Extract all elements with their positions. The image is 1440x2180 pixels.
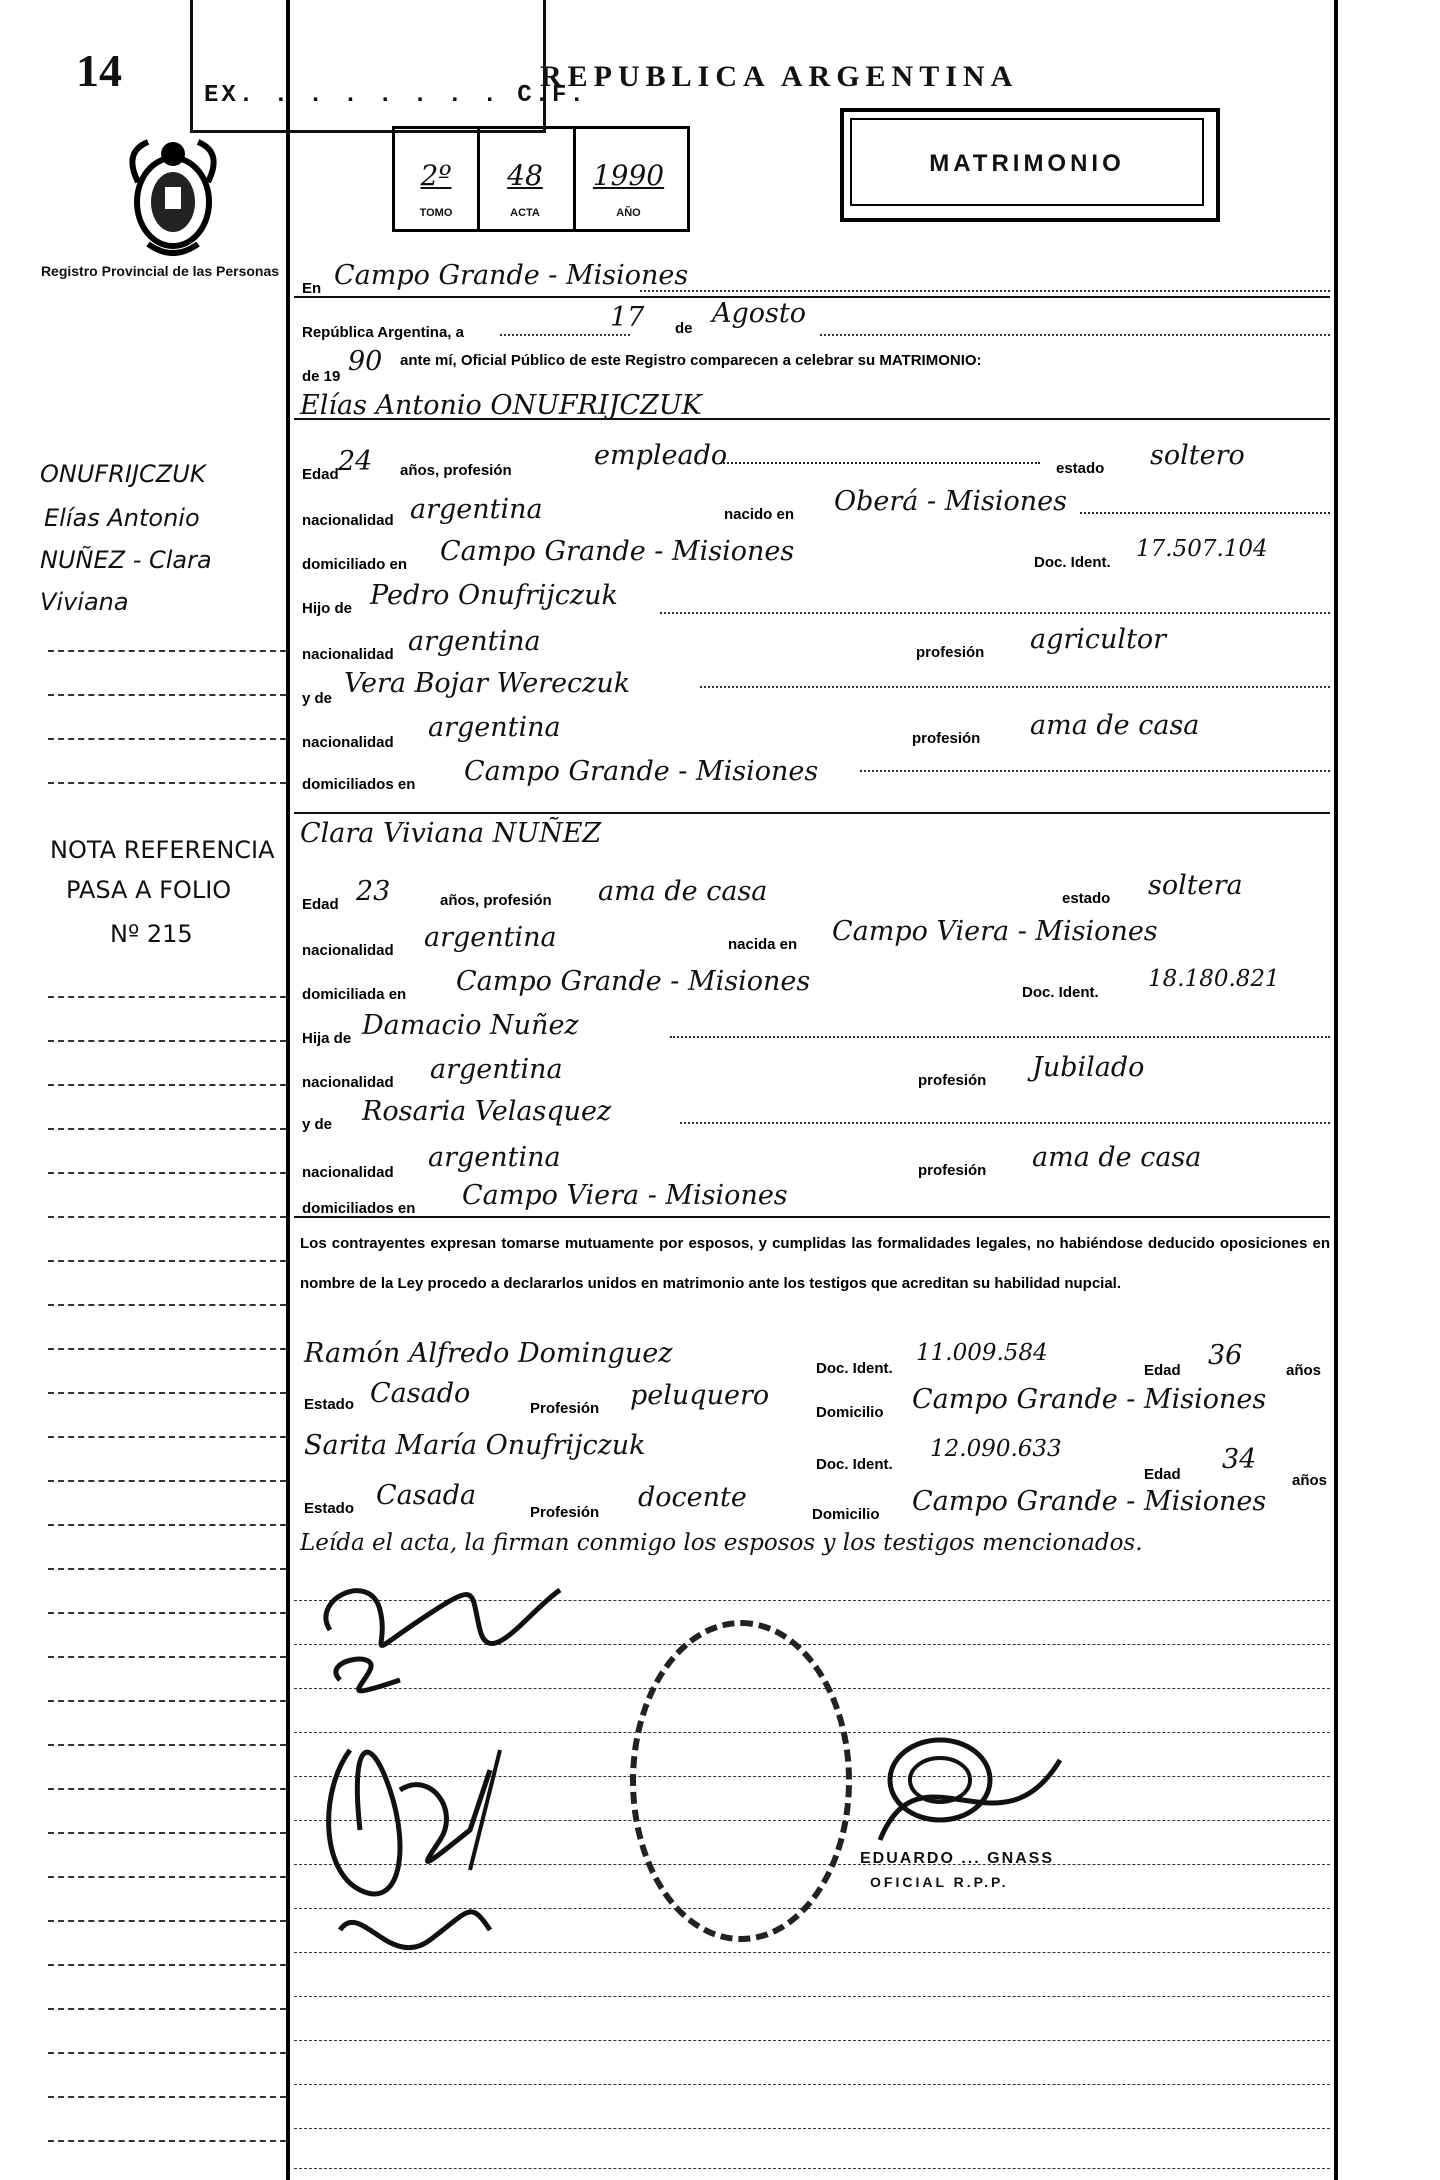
bride-father: Damacio Nuñez xyxy=(362,1010,579,1041)
margin-name2: NUÑEZ - Clara xyxy=(40,546,212,574)
groom-mother-prof-label: profesión xyxy=(912,730,981,747)
margin-rule xyxy=(48,1876,286,1878)
witness2-anos-label: años xyxy=(1292,1472,1328,1489)
dotted-line xyxy=(700,686,1330,688)
rule xyxy=(294,2084,1330,2085)
witness2-age: 34 xyxy=(1222,1444,1257,1475)
place: Campo Grande - Misiones xyxy=(334,260,689,291)
margin-rule xyxy=(48,1128,286,1130)
day: 17 xyxy=(610,302,645,333)
bride-mother-label: y de xyxy=(302,1116,333,1133)
dotted-line xyxy=(680,1122,1330,1124)
margin-rule xyxy=(48,2052,286,2054)
margin-rule xyxy=(48,1612,286,1614)
margin-rule xyxy=(48,2096,286,2098)
bride-father-prof-label: profesión xyxy=(918,1072,987,1089)
margin-rule xyxy=(48,2008,286,2010)
official-seal xyxy=(630,1620,852,1942)
groom-mother-label: y de xyxy=(302,690,333,707)
groom-father-prof: agricultor xyxy=(1030,624,1167,655)
groom-mother-nat: argentina xyxy=(428,712,561,743)
closing-statement: Los contrayentes expresan tomarse mutuamente por esposos, y cumplidas las formalidades legales, no habiéndose deducido oposiciones en nombre de la Ley procedo a declararlos unidos en matrimonio ante los testigos que acreditan su habilidad nupcial. xyxy=(300,1235,1330,1292)
margin-rule xyxy=(48,1260,286,1262)
stamp-box xyxy=(190,0,546,133)
stamp-text: EX. . . . . . . . C.F. xyxy=(204,82,587,109)
margin-name3: Viviana xyxy=(40,588,129,616)
margin-rule xyxy=(48,996,286,998)
dotted-line xyxy=(640,290,1330,292)
witness1-estado-label: Estado xyxy=(304,1396,355,1413)
bride-born-label: nacida en xyxy=(728,936,798,953)
tomo-cell xyxy=(395,129,480,229)
bride-nationality-label: nacionalidad xyxy=(302,942,394,959)
margin-rule xyxy=(48,2140,286,2142)
witness1-doc-label: Doc. Ident. xyxy=(816,1360,893,1377)
groom-domicile: Campo Grande - Misiones xyxy=(440,536,795,567)
de-label: de xyxy=(675,320,693,337)
document-type: MATRIMONIO xyxy=(929,150,1125,177)
margin-rule xyxy=(48,1172,286,1174)
groom-mother-prof: ama de casa xyxy=(1030,710,1200,741)
bride-doc-label: Doc. Ident. xyxy=(1022,984,1099,1001)
margin-rule xyxy=(48,738,286,740)
year-value: 1990 xyxy=(592,159,665,192)
bride-domicile-label: domiciliada en xyxy=(302,986,407,1003)
witness1-doc: 11.009.584 xyxy=(916,1340,1048,1366)
witness2-prof-label: Profesión xyxy=(530,1504,600,1521)
year-label: AÑO xyxy=(616,207,641,219)
witness2-estado-label: Estado xyxy=(304,1500,355,1517)
groom-profession: empleado xyxy=(594,440,728,471)
witness1-profession: peluquero xyxy=(630,1380,770,1411)
margin-name1: Elías Antonio xyxy=(44,504,200,532)
acta-cell xyxy=(477,129,576,229)
bride-name: Clara Viviana NUÑEZ xyxy=(300,818,602,849)
year-suffix: 90 xyxy=(348,346,383,377)
margin-rule xyxy=(48,1524,286,1526)
groom-born-label: nacido en xyxy=(724,506,795,523)
margin-rule xyxy=(48,1656,286,1658)
witness2-age-label: Edad xyxy=(1144,1466,1181,1483)
groom-father: Pedro Onufrijczuk xyxy=(370,580,618,611)
right-border xyxy=(1334,0,1338,2180)
en-label: En xyxy=(302,280,322,297)
note-title: NOTA REFERENCIA xyxy=(50,836,275,864)
groom-doc: 17.507.104 xyxy=(1136,536,1268,562)
groom-nationality-label: nacionalidad xyxy=(302,512,394,529)
seal-name: EDUARDO ... GNASS xyxy=(860,1850,1055,1867)
margin-rule xyxy=(48,1920,286,1922)
dotted-line xyxy=(670,1036,1330,1038)
acta-value: 48 xyxy=(507,159,543,192)
bride-parents-domicile-label: domiciliados en xyxy=(302,1200,416,1217)
margin-rule xyxy=(48,1084,286,1086)
country-title: REPUBLICA ARGENTINA xyxy=(540,60,1019,93)
bride-birthplace: Campo Viera - Misiones xyxy=(832,916,1158,947)
groom-estado: soltero xyxy=(1150,440,1245,471)
note-line1: PASA A FOLIO xyxy=(66,876,232,904)
month: Agosto xyxy=(712,298,806,329)
margin-rule xyxy=(48,1964,286,1966)
margin-rule xyxy=(48,1392,286,1394)
groom-age-label: Edad xyxy=(302,466,339,483)
closing-handwritten: Leída el acta, la firman conmigo los esposos y los testigos mencionados. xyxy=(300,1530,1143,1556)
groom-father-label: Hijo de xyxy=(302,600,353,617)
bride-mother: Rosaria Velasquez xyxy=(362,1096,612,1127)
bride-profession: ama de casa xyxy=(598,876,768,907)
dotted-line xyxy=(720,462,1040,464)
groom-father-nat: argentina xyxy=(408,626,541,657)
acta-box xyxy=(392,126,690,232)
margin-rule xyxy=(48,1040,286,1042)
tomo-value: 2º xyxy=(420,159,452,192)
groom-birthplace: Oberá - Misiones xyxy=(834,486,1067,517)
bride-father-nat-label: nacionalidad xyxy=(302,1074,394,1091)
margin-rule xyxy=(48,694,286,696)
witness1-anos-label: años xyxy=(1286,1362,1322,1379)
witness1-prof-label: Profesión xyxy=(530,1400,600,1417)
bride-father-label: Hija de xyxy=(302,1030,352,1047)
registry-name: Registro Provincial de las Personas xyxy=(40,263,280,279)
statement: ante mí, Oficial Público de este Registro comparecen a celebrar su MATRIMONIO: xyxy=(400,352,982,369)
bride-estado-label: estado xyxy=(1062,890,1111,907)
margin-rule xyxy=(48,782,286,784)
bride-age: 23 xyxy=(356,876,391,907)
witness1-age-label: Edad xyxy=(1144,1362,1181,1379)
dotted-line xyxy=(860,770,1330,772)
groom-mother: Vera Bojar Wereczuk xyxy=(344,668,631,699)
margin-rule xyxy=(48,1700,286,1702)
bride-father-nat: argentina xyxy=(430,1054,563,1085)
rule xyxy=(294,2128,1330,2129)
margin-rule xyxy=(48,1436,286,1438)
witness1-domicile-label: Domicilio xyxy=(816,1404,884,1421)
groom-father-nat-label: nacionalidad xyxy=(302,646,394,663)
dotted-line xyxy=(500,334,630,336)
groom-parents-domicile-label: domiciliados en xyxy=(302,776,416,793)
witness2-doc: 12.090.633 xyxy=(930,1436,1062,1462)
groom-parents-domicile: Campo Grande - Misiones xyxy=(464,756,819,787)
bride-mother-nat-label: nacionalidad xyxy=(302,1164,394,1181)
acta-label: ACTA xyxy=(510,207,540,219)
bride-parents-domicile: Campo Viera - Misiones xyxy=(462,1180,788,1211)
bride-doc: 18.180.821 xyxy=(1148,966,1280,992)
bride-mother-prof: ama de casa xyxy=(1032,1142,1202,1173)
groom-age: 24 xyxy=(338,446,373,477)
bride-anos-label: años, profesión xyxy=(440,892,552,909)
witness1-age: 36 xyxy=(1208,1340,1243,1371)
dotted-line xyxy=(1080,512,1330,514)
bride-mother-nat: argentina xyxy=(428,1142,561,1173)
witness2-profession: docente xyxy=(638,1482,747,1513)
margin-rule xyxy=(48,1348,286,1350)
witness2-domicile-label: Domicilio xyxy=(812,1506,880,1523)
bride-domicile: Campo Grande - Misiones xyxy=(456,966,811,997)
bride-estado: soltera xyxy=(1148,870,1243,901)
left-border xyxy=(286,0,290,2180)
groom-father-prof-label: profesión xyxy=(916,644,985,661)
bride-father-prof: Jubilado xyxy=(1032,1052,1145,1083)
groom-name: Elías Antonio ONUFRIJCZUK xyxy=(300,390,702,421)
rule xyxy=(294,1216,1330,1218)
witness2-name: Sarita María Onufrijczuk xyxy=(304,1430,646,1461)
margin-rule xyxy=(48,1480,286,1482)
groom-nationality: argentina xyxy=(410,494,543,525)
groom-mother-nat-label: nacionalidad xyxy=(302,734,394,751)
rule xyxy=(294,296,1330,298)
witness1-estado: Casado xyxy=(370,1378,471,1409)
bride-age-label: Edad xyxy=(302,896,339,913)
coat-of-arms-icon xyxy=(118,132,228,262)
rule xyxy=(294,2040,1330,2041)
groom-domicile-label: domiciliado en xyxy=(302,556,408,573)
groom-anos-label: años, profesión xyxy=(400,462,512,479)
margin-surname: ONUFRIJCZUK xyxy=(40,460,206,488)
dotted-line xyxy=(660,612,1330,614)
margin-rule xyxy=(48,1216,286,1218)
tomo-label: TOMO xyxy=(419,207,453,219)
margin-rule xyxy=(48,1568,286,1570)
margin-rule xyxy=(48,650,286,652)
witness1-domicile: Campo Grande - Misiones xyxy=(912,1384,1267,1415)
witness1-name: Ramón Alfredo Dominguez xyxy=(304,1338,673,1369)
margin-rule xyxy=(48,1832,286,1834)
rule xyxy=(294,1996,1330,1997)
groom-doc-label: Doc. Ident. xyxy=(1034,554,1111,571)
bride-mother-prof-label: profesión xyxy=(918,1162,987,1179)
seal-title: OFICIAL R.P.P. xyxy=(870,1874,1009,1890)
page-number: 14 xyxy=(76,45,122,96)
margin-rule xyxy=(48,1304,286,1306)
rule xyxy=(294,812,1330,814)
year-prefix: de 19 xyxy=(302,368,341,385)
groom-estado-label: estado xyxy=(1056,460,1105,477)
bride-nationality: argentina xyxy=(424,922,557,953)
witness2-doc-label: Doc. Ident. xyxy=(816,1456,893,1473)
witness2-domicile: Campo Grande - Misiones xyxy=(912,1486,1267,1517)
dotted-line xyxy=(820,334,1330,336)
republica-label: República Argentina, a xyxy=(302,324,464,341)
note-line2: Nº 215 xyxy=(110,920,193,948)
year-cell xyxy=(573,129,684,229)
margin-rule xyxy=(48,1788,286,1790)
margin-rule xyxy=(48,1744,286,1746)
rule xyxy=(294,2168,1330,2169)
witness2-estado: Casada xyxy=(376,1480,477,1511)
